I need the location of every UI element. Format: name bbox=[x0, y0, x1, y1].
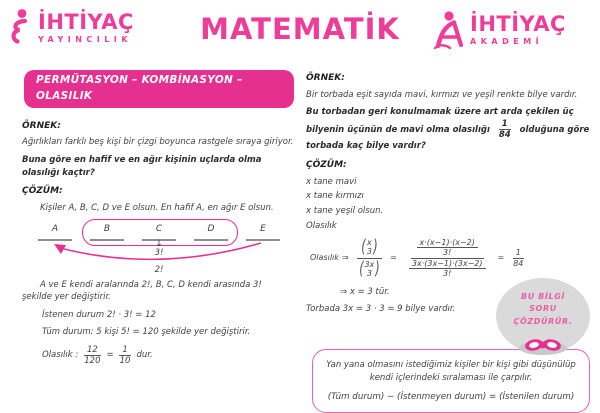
equals-sign: = bbox=[106, 349, 114, 360]
question-text: Ağırlıkları farklı beş kişi bir çizgi boyunca rastgele sıraya giriyor. bbox=[22, 137, 294, 147]
example-label-right: ÖRNEK: bbox=[306, 73, 345, 83]
solution-intro: Kişiler A, B, C, D ve E olsun. En hafif A, en ağır E olsun. bbox=[40, 202, 274, 213]
academy-brand: İHTİYAÇ bbox=[470, 12, 566, 36]
slot-b: B bbox=[90, 223, 124, 242]
info-badge bbox=[496, 278, 590, 354]
probability-suffix: dur. bbox=[136, 349, 153, 360]
swap-permutation-label: 2! bbox=[154, 264, 164, 275]
solution-line-4: Olasılık bbox=[306, 220, 337, 231]
question-bold-text-right: Bu torbadan geri konulmamak üzere art arda çekilen üç bilyenin üçünün de mavi olma olasılığı $\frac{1}{84}$ olduğuna göre torbada kaç bilye vardır? bbox=[306, 107, 590, 152]
solution-line-3: x tane yeşil olsun. bbox=[306, 206, 384, 217]
conclusion-total: Torbada 3x = 3 · 3 = 9 bilye vardır. bbox=[306, 303, 456, 314]
binom-x-3: ( x 3 ) bbox=[360, 237, 379, 258]
expanded-ratio bbox=[403, 238, 492, 279]
fraction-12-120: $\frac{12}{120}$ bbox=[84, 344, 101, 366]
note-formula: (Tüm durum) − (İstenmeyen durum) = (İstenilen durum) bbox=[327, 391, 575, 402]
probability-prefix: Olasılık : bbox=[42, 349, 79, 360]
question-text-right: Bir torbada eşit sayıda mavi, kırmızı ve yeşil renkte bilye vardır. bbox=[306, 89, 578, 100]
solution-label-left: ÇÖZÜM: bbox=[22, 186, 63, 197]
binom-3x-3: ( 3x 3 ) bbox=[358, 259, 382, 280]
left-column bbox=[22, 68, 294, 366]
binomial-ratio bbox=[355, 237, 385, 280]
implies-arrow-icon: ⇒ bbox=[341, 253, 349, 263]
probability-formula bbox=[310, 237, 594, 280]
numerator-fraction: $\frac{x\cdot(x-1)\cdot(x-2)}{3!}$ bbox=[417, 238, 478, 258]
slot-a: A bbox=[38, 223, 72, 242]
solution-label-right: ÇÖZÜM: bbox=[306, 160, 347, 171]
ribbon-bow-icon bbox=[515, 336, 571, 361]
academy-subtitle: AKADEMİ bbox=[470, 37, 544, 46]
fraction-1-84-question: $\frac{1}{84}$ bbox=[498, 119, 511, 141]
publisher-brand: İHTİYAÇ bbox=[38, 10, 134, 34]
denominator-fraction: $\frac{3x\cdot(3x-1)\cdot(3x-2)}{3!}$ bbox=[409, 259, 486, 279]
academy-logo-icon bbox=[428, 10, 466, 50]
conclusion-x: ⇒ x = 3 tür. bbox=[340, 286, 390, 297]
fraction-1-84-result: $\frac{1}{84}$ bbox=[513, 248, 524, 268]
solution-step2: İstenen durum 2! · 3! = 12 bbox=[42, 310, 156, 320]
equals-sign-2: = bbox=[497, 253, 505, 263]
slot-e: E bbox=[246, 223, 280, 242]
solution-line-2: x tane kırmızı bbox=[306, 191, 364, 202]
publisher-subtitle: YAYINCILIK bbox=[38, 35, 133, 44]
question-bold-text: Buna göre en hafif ve en ağır kişinin uçlarda olma olasılığı kaçtır? bbox=[22, 154, 262, 178]
solution-step3: Tüm durum: 5 kişi 5! = 120 şekilde yer değiştirir. bbox=[42, 326, 251, 337]
inner-permutation-label: 3! bbox=[154, 247, 164, 258]
formula-lhs: Olasılık bbox=[310, 253, 339, 263]
solution-line-1: x tane mavi bbox=[306, 176, 357, 187]
probability-result bbox=[42, 345, 294, 366]
right-column bbox=[306, 66, 594, 413]
arrangement-diagram bbox=[36, 223, 286, 277]
note-paragraph: Yan yana olmasını istediğimiz kişiler bir kişi gibi düşünülüp kendi içlerindeki sıralaması ile çarpılır. bbox=[326, 360, 576, 384]
down-arrow-icon: ↓ bbox=[155, 238, 163, 249]
implies-arrow-icon-2: ⇒ bbox=[340, 286, 348, 297]
example-label-left: ÖRNEK: bbox=[22, 120, 61, 131]
slot-d: D bbox=[194, 223, 228, 242]
badge-line-3: ÇÖZDÜRÜR. bbox=[513, 316, 573, 326]
badge-line-2: SORU bbox=[529, 304, 557, 314]
fraction-1-10: $\frac{1}{10}$ bbox=[119, 344, 131, 366]
badge-line-1: BU BİLGİ bbox=[521, 292, 565, 301]
solution-step1: A ve E kendi aralarında 2!, B, C, D kendi arasında 3! şekilde yer değiştirir. bbox=[22, 279, 262, 303]
page-title: MATEMATİK bbox=[200, 12, 400, 46]
equals-sign-1: = bbox=[390, 253, 397, 263]
academy-logo bbox=[428, 10, 566, 50]
slot-c: C bbox=[142, 223, 176, 242]
page-header bbox=[0, 0, 600, 62]
section-banner: PERMÜTASYON – KOMBİNASYON – OLASILIK bbox=[24, 70, 294, 108]
